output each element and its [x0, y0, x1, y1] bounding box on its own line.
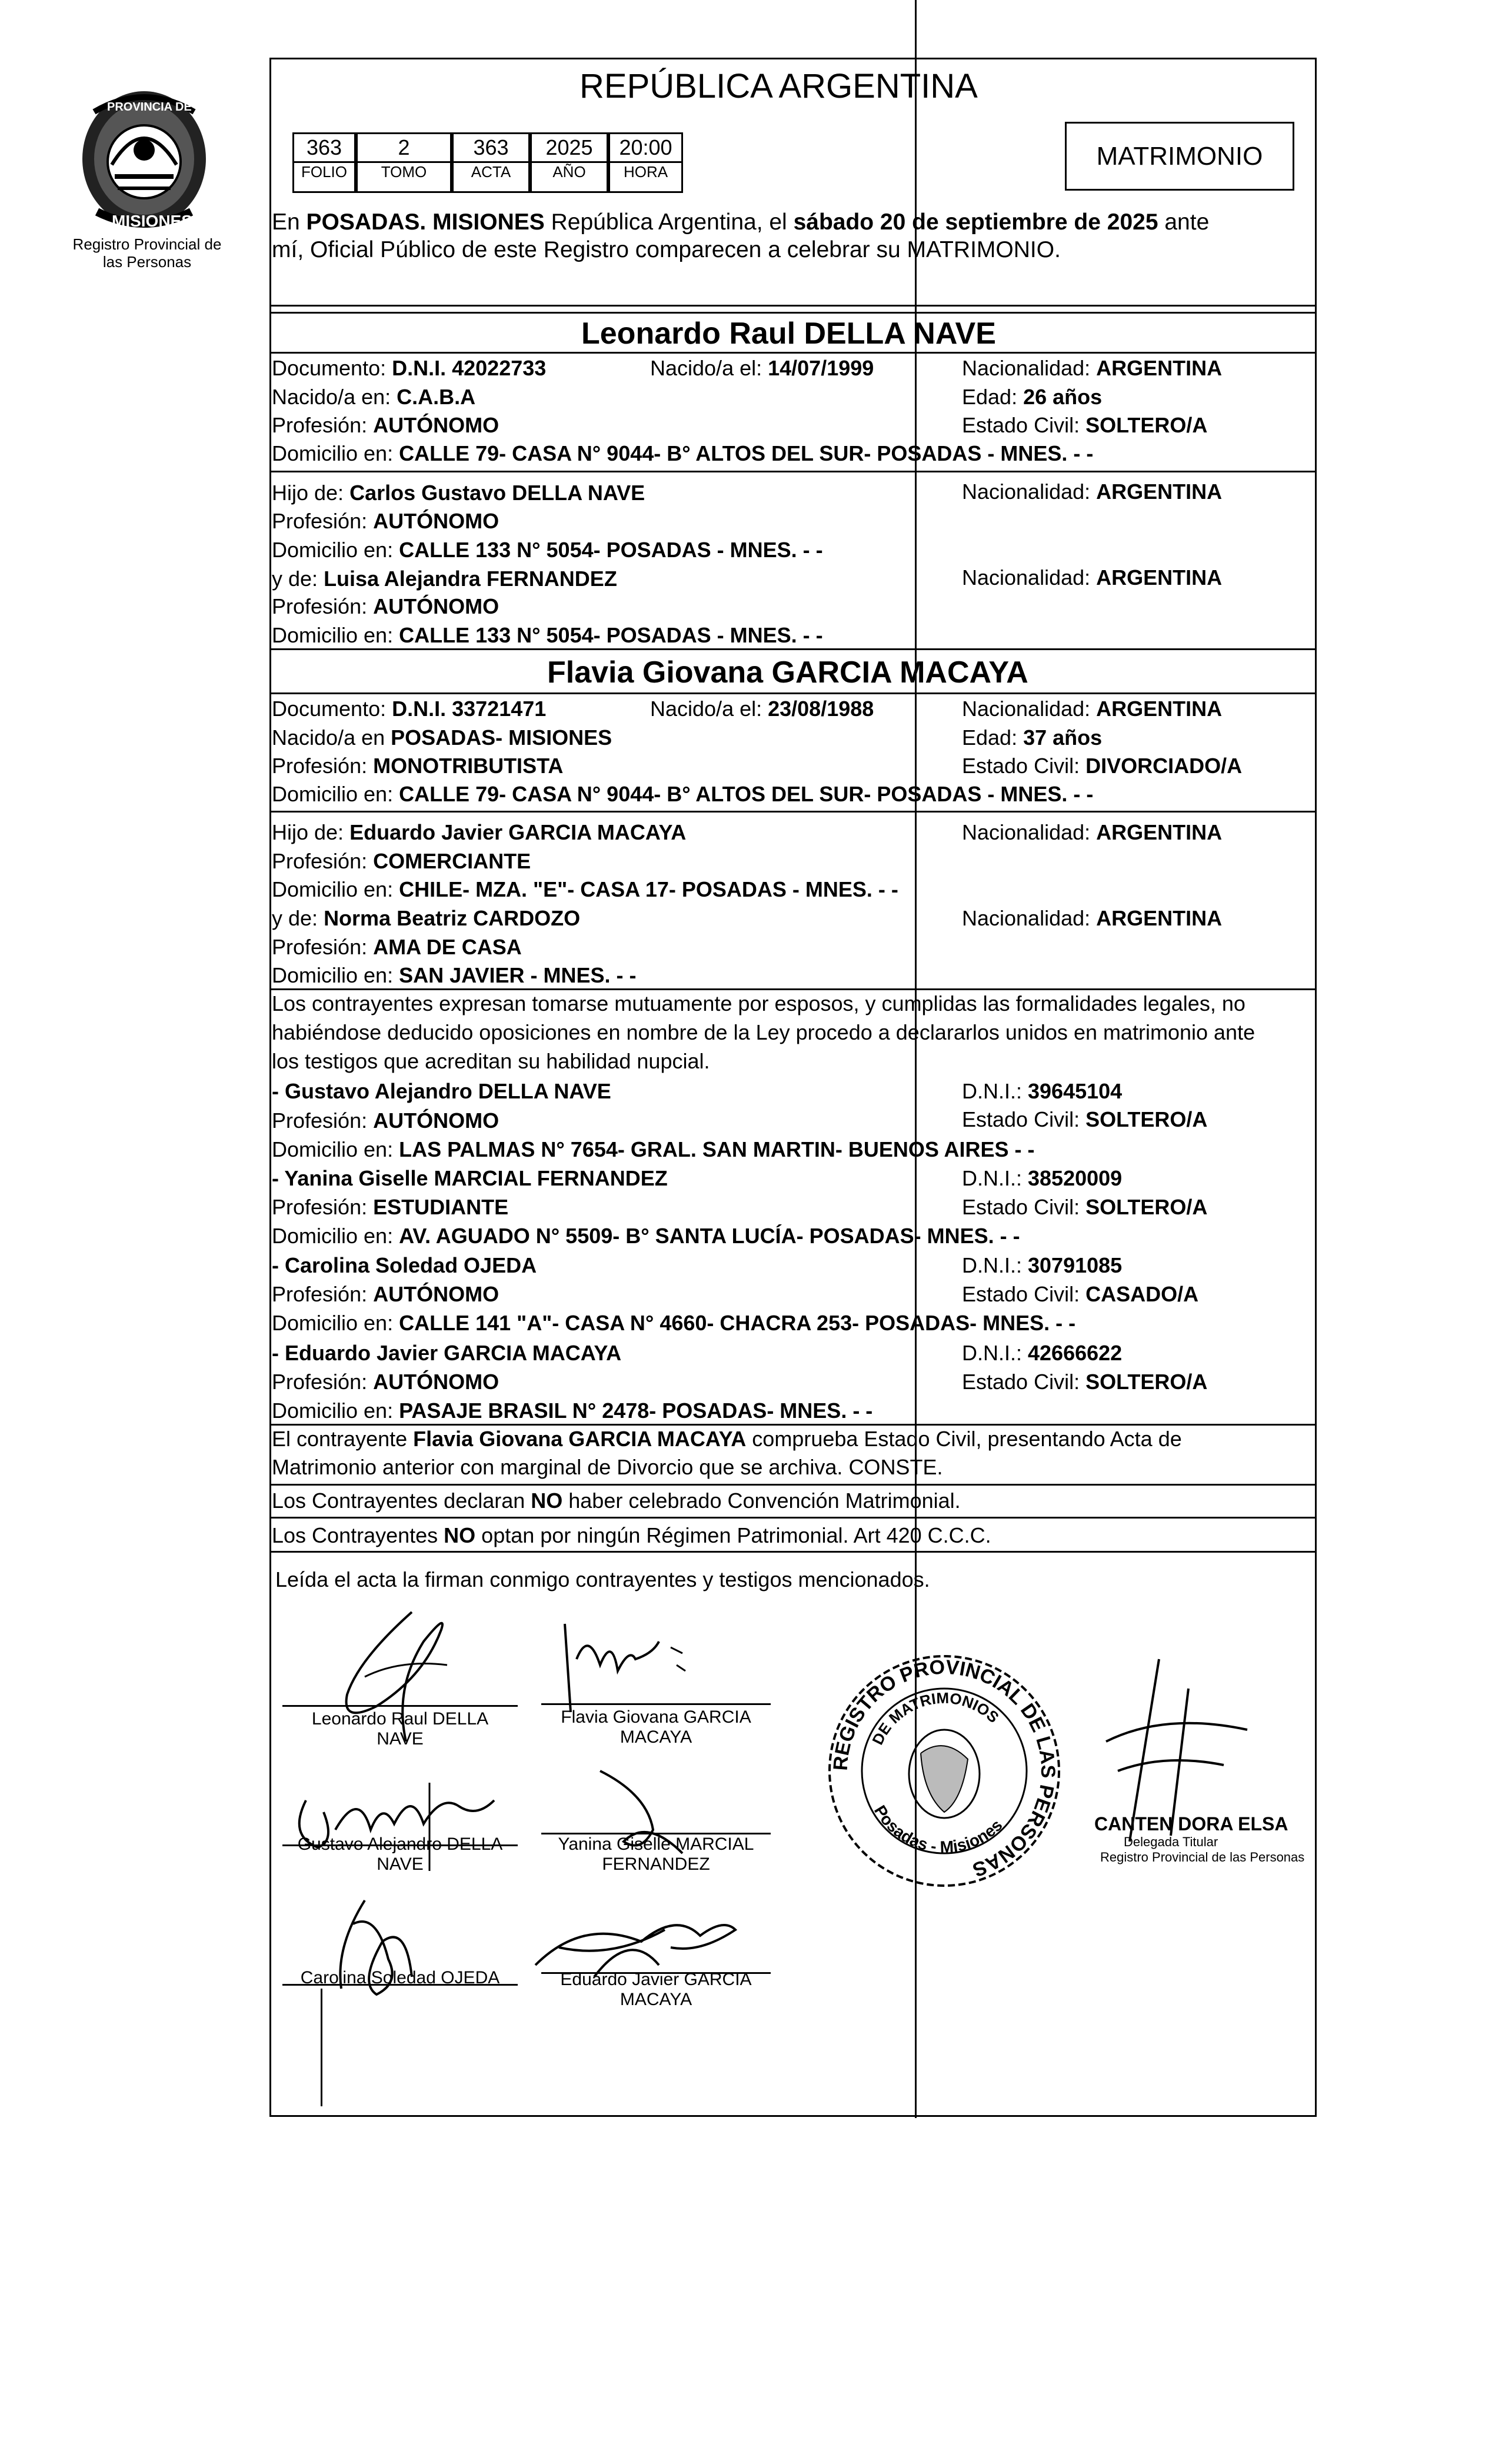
- spouse2-mother: y de: Norma Beatriz CARDOZO: [272, 906, 581, 930]
- witness-2-profession: Profesión: ESTUDIANTE: [272, 1195, 509, 1219]
- spouse2-birthplace: Nacido/a en POSADAS- MISIONES: [272, 725, 612, 750]
- spouse2-father-address: Domicilio en: CHILE- MZA. "E"- CASA 17- POSADAS - MNES. - -: [272, 877, 898, 901]
- witness-4-profession: Profesión: AUTÓNOMO: [272, 1370, 499, 1394]
- official-title: Delegada Titular: [1124, 1834, 1218, 1849]
- witness-1-civil-status: Estado Civil: SOLTERO/A: [962, 1107, 1208, 1131]
- page-title: REPÚBLICA ARGENTINA: [580, 67, 978, 105]
- spouse1-birthdate: Nacido/a el: 14/07/1999: [650, 356, 874, 380]
- spouse2-name: Flavia Giovana GARCIA MACAYA: [547, 655, 1028, 690]
- spouse1-mother-nationality: Nacionalidad: ARGENTINA: [962, 565, 1223, 590]
- seal-inner-text: DE MATRIMONIOS: [868, 1689, 1003, 1748]
- spouse1-mother-profession: Profesión: AUTÓNOMO: [272, 594, 499, 618]
- spouse2-mother-address: Domicilio en: SAN JAVIER - MNES. - -: [272, 963, 637, 987]
- provincial-emblem: [71, 88, 218, 241]
- spouse2-father-nationality: Nacionalidad: ARGENTINA: [962, 820, 1223, 844]
- seal-bottom-text: Posadas - Misiones: [870, 1802, 1006, 1856]
- seal-graphic: [821, 1647, 1068, 1894]
- spouse2-profession: Profesión: MONOTRIBUTISTA: [272, 754, 564, 778]
- spouse2-nationality: Nacionalidad: ARGENTINA: [962, 697, 1223, 721]
- spouse1-document: Documento: D.N.I. 42022733: [272, 356, 547, 380]
- convention-note: Los Contrayentes declaran NO haber celebrado Convención Matrimonial.: [272, 1489, 961, 1513]
- seal-ring-text: REGISTRO PROVINCIAL DE LAS PERSONAS: [829, 1656, 1060, 1882]
- witness-2-name: - Yanina Giselle MARCIAL FERNANDEZ: [272, 1166, 668, 1190]
- spouse2-civil-status: Estado Civil: DIVORCIADO/A: [962, 754, 1243, 778]
- signature-label-5: Carolina Soledad OJEDA: [300, 1968, 500, 1987]
- spouse1-civil-status: Estado Civil: SOLTERO/A: [962, 413, 1208, 437]
- regime-note: Los Contrayentes NO optan por ningún Régimen Patrimonial. Art 420 C.C.C.: [272, 1523, 991, 1547]
- witness-4-dni: D.N.I.: 42666622: [962, 1341, 1123, 1365]
- spouse2-document: Documento: D.N.I. 33721471: [272, 697, 547, 721]
- doc-type-box: [1065, 122, 1294, 191]
- code-hora: 20:00 HORA: [608, 132, 683, 193]
- witness-4-name: - Eduardo Javier GARCIA MACAYA: [272, 1341, 622, 1365]
- code-anio: 2025 AÑO: [530, 132, 608, 193]
- official-name: CANTEN DORA ELSA: [1094, 1813, 1288, 1834]
- signature-label-1: Leonardo Raul DELLA NAVE: [311, 1709, 489, 1749]
- emblem-label: Registro Provincial de las Personas: [72, 235, 222, 271]
- witness-1-profession: Profesión: AUTÓNOMO: [272, 1108, 499, 1133]
- code-folio: 363 FOLIO: [292, 132, 356, 193]
- spouse2-age: Edad: 37 años: [962, 725, 1103, 750]
- spouse2-mother-nationality: Nacionalidad: ARGENTINA: [962, 906, 1223, 930]
- intro-line-2: mí, Oficial Público de este Registro comparecen a celebrar su MATRIMONIO.: [272, 237, 1061, 262]
- witness-1-dni: D.N.I.: 39645104: [962, 1079, 1123, 1103]
- spouse1-name: Leonardo Raul DELLA NAVE: [581, 317, 996, 351]
- spouse1-mother: y de: Luisa Alejandra FERNANDEZ: [272, 567, 617, 591]
- official-registry: Registro Provincial de las Personas: [1100, 1850, 1305, 1864]
- spouse1-father-nationality: Nacionalidad: ARGENTINA: [962, 480, 1223, 504]
- read-note: Leída el acta la firman conmigo contrayentes y testigos mencionados.: [275, 1567, 930, 1591]
- doc-type-label: MATRIMONIO: [1096, 142, 1263, 171]
- signature-label-3: Gustavo Alejandro DELLA NAVE: [297, 1834, 503, 1874]
- spouse1-age: Edad: 26 años: [962, 385, 1103, 409]
- spouse1-father-profession: Profesión: AUTÓNOMO: [272, 509, 499, 533]
- code-tomo: 2 TOMO: [356, 132, 452, 193]
- witness-2-dni: D.N.I.: 38520009: [962, 1166, 1123, 1190]
- witness-4-civil-status: Estado Civil: SOLTERO/A: [962, 1370, 1208, 1394]
- witness-3-address: Domicilio en: CALLE 141 "A"- CASA N° 4660- CHACRA 253- POSADAS- MNES. - -: [272, 1311, 1076, 1335]
- spouse1-address: Domicilio en: CALLE 79- CASA N° 9044- B° ALTOS DEL SUR- POSADAS - MNES. - -: [272, 441, 1094, 465]
- divorce-note-line-2: Matrimonio anterior con marginal de Divorcio que se archiva. CONSTE.: [272, 1455, 943, 1479]
- signature-label-6: Eduardo Javier GARCIA MACAYA: [560, 1970, 752, 2009]
- emblem-text-bottom: MISIONES: [112, 212, 192, 230]
- spouse1-father: Hijo de: Carlos Gustavo DELLA NAVE: [272, 481, 645, 505]
- declaration-line-3: los testigos que acreditan su habilidad nupcial.: [272, 1049, 710, 1073]
- intro-line-1: En POSADAS. MISIONES República Argentina, el sábado 20 de septiembre de 2025 ante: [272, 209, 1210, 235]
- svg-text:Posadas - Misiones: [871, 1802, 1006, 1856]
- official-stamp: [1094, 1813, 1306, 1865]
- witness-1-name: - Gustavo Alejandro DELLA NAVE: [272, 1079, 611, 1103]
- spouse1-mother-address: Domicilio en: CALLE 133 N° 5054- POSADAS - MNES. - -: [272, 623, 823, 647]
- witness-4-address: Domicilio en: PASAJE BRASIL N° 2478- POSADAS- MNES. - -: [272, 1399, 873, 1423]
- spouse2-mother-profession: Profesión: AMA DE CASA: [272, 935, 522, 959]
- code-acta: 363 ACTA: [452, 132, 530, 193]
- emblem-text-top: PROVINCIA DE: [107, 101, 192, 114]
- witness-3-name: - Carolina Soledad OJEDA: [272, 1253, 537, 1277]
- signature-label-4: Yanina Giselle MARCIAL FERNANDEZ: [558, 1834, 754, 1874]
- witness-3-profession: Profesión: AUTÓNOMO: [272, 1282, 499, 1306]
- signature-scribble-5: [288, 1889, 465, 2006]
- spouse2-father: Hijo de: Eduardo Javier GARCIA MACAYA: [272, 820, 687, 844]
- declaration-line-1: Los contrayentes expresan tomarse mutuamente por esposos, y cumplidas las formalidades legales, no: [272, 991, 1245, 1015]
- witness-2-civil-status: Estado Civil: SOLTERO/A: [962, 1195, 1208, 1219]
- witness-3-dni: D.N.I.: 30791085: [962, 1253, 1123, 1277]
- spouse1-father-address: Domicilio en: CALLE 133 N° 5054- POSADAS - MNES. - -: [272, 538, 823, 562]
- witness-1-address: Domicilio en: LAS PALMAS N° 7654- GRAL. SAN MARTIN- BUENOS AIRES - -: [272, 1137, 1035, 1161]
- official-seal: [821, 1647, 1068, 1894]
- witness-2-address: Domicilio en: AV. AGUADO N° 5509- B° SANTA LUCÍA- POSADAS- MNES. - -: [272, 1224, 1020, 1248]
- divorce-note-line-1: El contrayente Flavia Giovana GARCIA MACAYA comprueba Estado Civil, presentando Acta de: [272, 1427, 1182, 1451]
- signature-label-2: Flavia Giovana GARCIA MACAYA: [561, 1707, 751, 1747]
- spouse1-profession: Profesión: AUTÓNOMO: [272, 413, 499, 437]
- declaration-line-2: habiéndose deducido oposiciones en nombre de la Ley procedo a declararlos unidos en matrimonio ante: [272, 1020, 1255, 1044]
- spouse1-birthplace: Nacido/a en: C.A.B.A: [272, 385, 476, 409]
- spouse2-father-profession: Profesión: COMERCIANTE: [272, 849, 531, 873]
- spouse2-address: Domicilio en: CALLE 79- CASA N° 9044- B° ALTOS DEL SUR- POSADAS - MNES. - -: [272, 782, 1094, 806]
- witness-3-civil-status: Estado Civil: CASADO/A: [962, 1282, 1199, 1306]
- spouse2-birthdate: Nacido/a el: 23/08/1988: [650, 697, 874, 721]
- spouse1-nationality: Nacionalidad: ARGENTINA: [962, 356, 1223, 380]
